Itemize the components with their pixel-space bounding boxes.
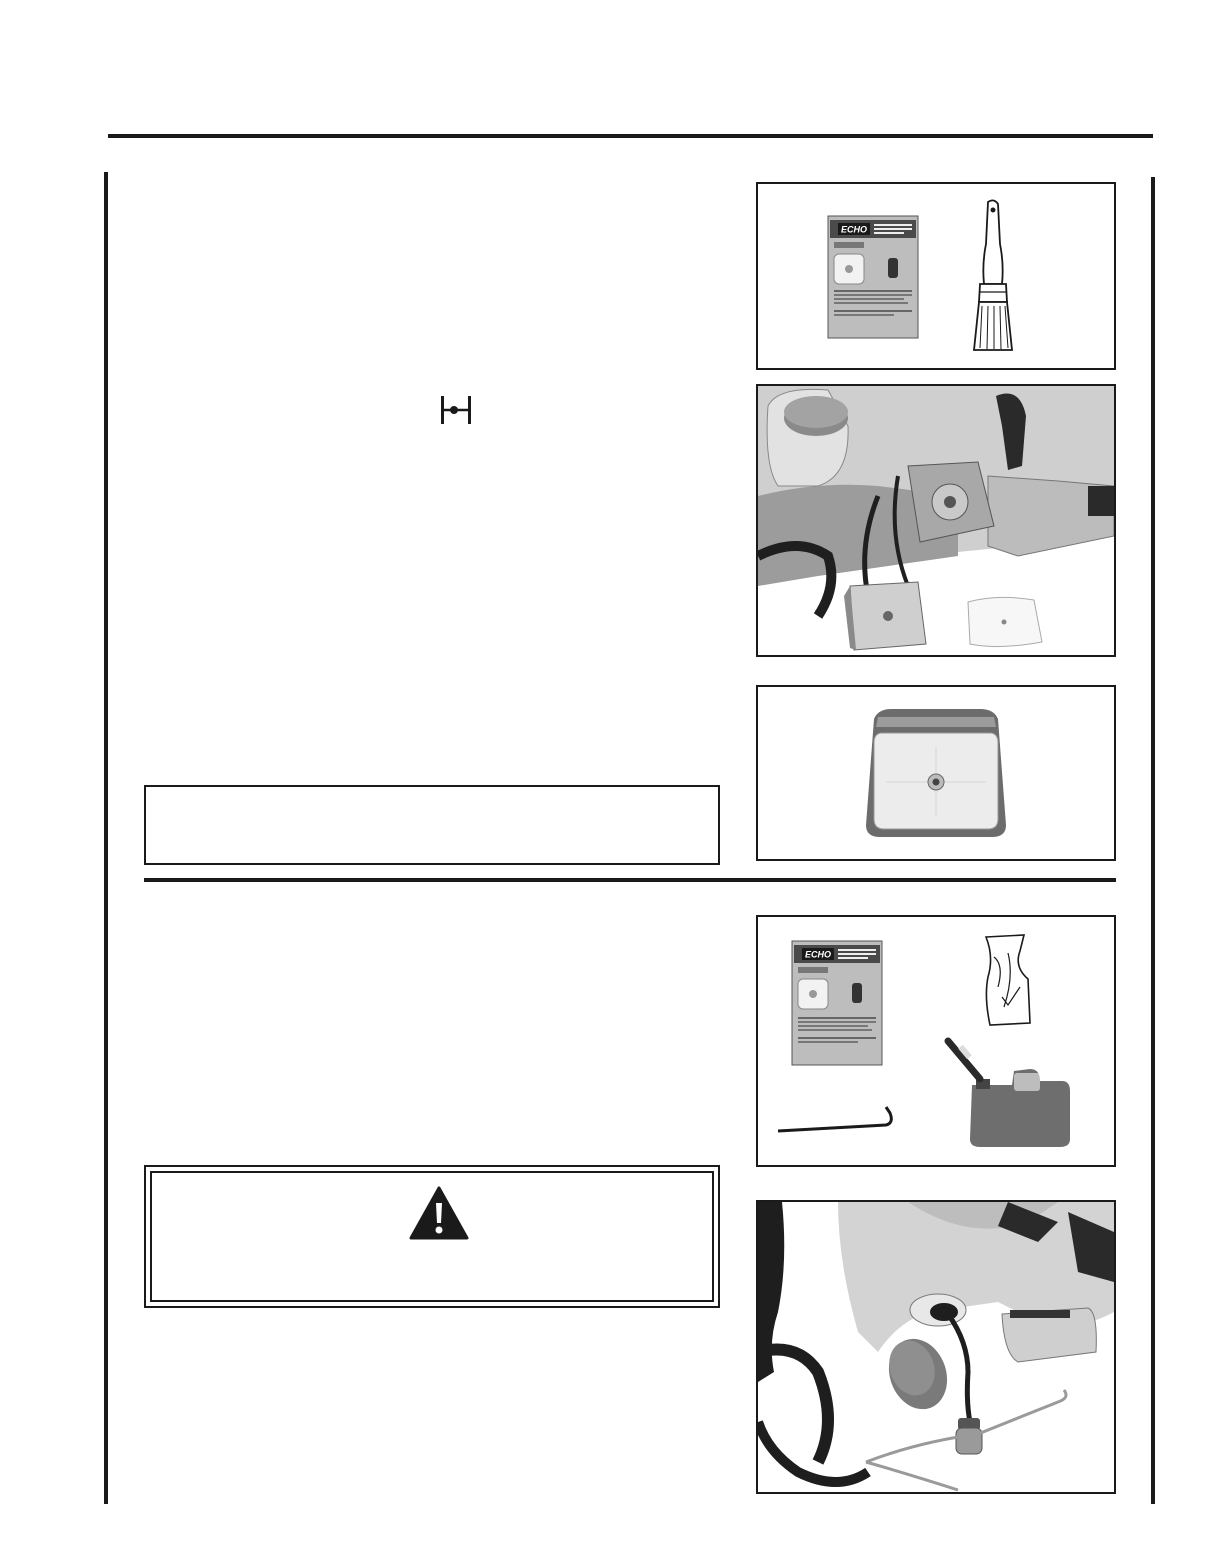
warning-box bbox=[144, 1165, 720, 1308]
filter-package-icon bbox=[828, 216, 918, 338]
rag-icon bbox=[986, 935, 1030, 1025]
air-filter-removed-photo bbox=[756, 384, 1116, 657]
fuel-can-icon bbox=[948, 1041, 1070, 1147]
wire-hook-icon bbox=[778, 1107, 891, 1131]
brush-icon bbox=[974, 200, 1012, 350]
right-margin-bar bbox=[1151, 177, 1155, 1504]
tools-figure-2 bbox=[756, 915, 1116, 1167]
tools-figure bbox=[756, 182, 1116, 370]
header-rule bbox=[108, 134, 1153, 138]
air-filter-installed-photo bbox=[756, 685, 1116, 861]
choke-closed-icon bbox=[440, 395, 472, 425]
svg-text:ECHO: ECHO bbox=[840, 224, 868, 235]
warning-triangle-icon bbox=[408, 1185, 470, 1241]
svg-text:ECHO: ECHO bbox=[804, 949, 832, 960]
section-divider bbox=[144, 878, 1116, 882]
filter-package-icon bbox=[792, 941, 882, 1065]
fuel-filter-photo bbox=[756, 1200, 1116, 1494]
note-box bbox=[144, 785, 720, 865]
left-margin-bar bbox=[104, 172, 108, 1504]
